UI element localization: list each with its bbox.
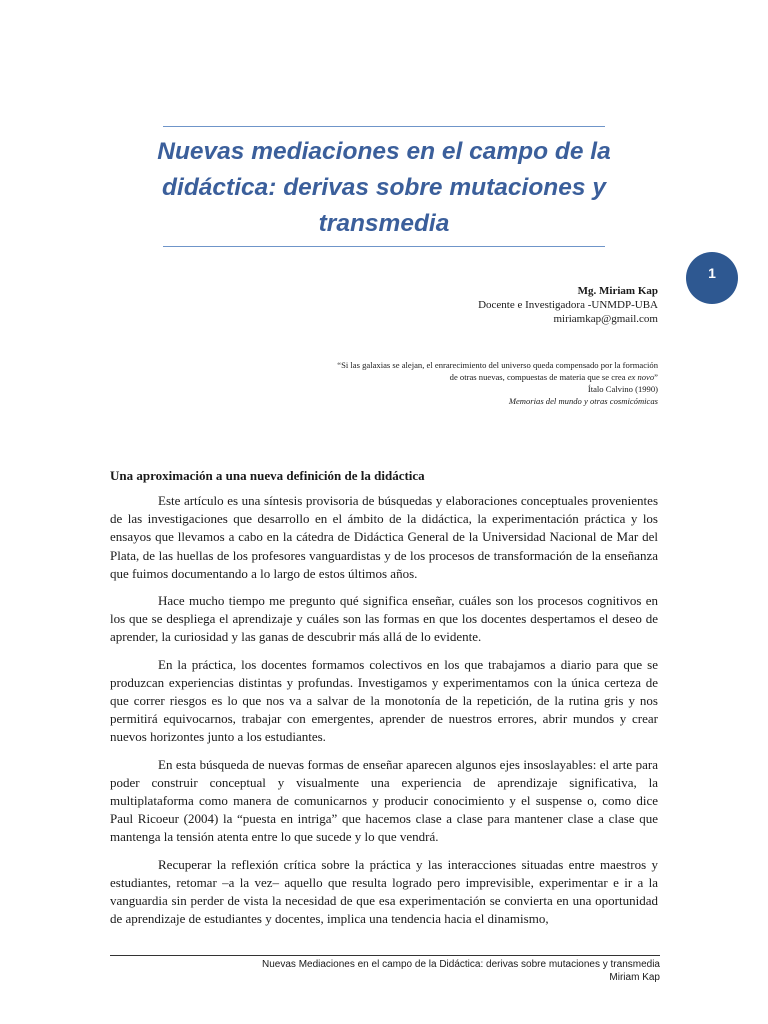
section-heading: Una aproximación a una nueva definición de la didáctica — [110, 468, 425, 483]
epigraph-quote-text: “Si las galaxias se alejan, el enrarecimiento del universo queda compensado por la formación de otras nuevas, compuestas de materia que se crea — [337, 360, 658, 382]
author-affiliation: Docente e Investigadora -UNMDP-UBA — [478, 299, 658, 311]
paragraph: Hace mucho tiempo me pregunto qué significa enseñar, cuáles son los procesos cognitivos en los que se despliega el aprendizaje y cuáles son las formas en que los docentes despertamos el deseo de aprender, la curiosidad y las ganas de descubrir más allá de lo evidente. — [110, 593, 658, 645]
epigraph-source: Ítalo Calvino (1990) — [587, 384, 658, 394]
paragraph: Este artículo es una síntesis provisoria de búsquedas y elaboraciones conceptuales provenientes de las investigaciones que desarrollo en el ámbito de la didáctica, la experimentación práctica y los ensayos que llevamos a cabo en la cátedra de Didáctica General de la Universidad Nacional de Mar del Plata, de las huellas de los profesores vanguardistas y de los procesos de transformación de la enseñanza que fuimos documentando a lo largo de estos últimos años. — [110, 493, 658, 581]
epigraph-quote — [328, 359, 658, 383]
footer-rule — [110, 955, 660, 956]
epigraph-quote-close: ” — [654, 372, 658, 382]
title-bottom-rule — [163, 246, 605, 247]
epigraph-work — [328, 395, 658, 407]
footer-author: Miriam Kap — [609, 972, 660, 983]
author-name: Mg. Miriam Kap — [577, 285, 658, 297]
body-text — [110, 492, 658, 937]
paragraph: Recuperar la reflexión crítica sobre la práctica y las interacciones situadas entre maestros y estudiantes, retomar –a la vez– aquello que resulta logrado pero imprevisible, experimentar e ir a la vanguardia sin perder de vista la necesidad de que esa experimentación se convierta en una oportunidad de aprendizaje de estudiantes y docentes, implica una tendencia hacia el dinamismo, — [110, 856, 658, 927]
title-top-rule — [163, 126, 605, 127]
paragraph: En la práctica, los docentes formamos colectivos en los que trabajamos a diario para que se produzcan experiencias distintas y profundas. Investigamos y experimentamos con la única certeza de que correr riesgos es lo que nos va a salvar de la monotonía de la repetición, de la rutina gris y nos permitirá equivocarnos, trabajar con emergentes, aprender de nuestros errores, abrir mundos y crear nuevos horizontes junto a los estudiantes. — [110, 656, 658, 745]
author-email: miriamkap@gmail.com — [553, 313, 658, 325]
epigraph-quote-italic: ex novo — [627, 372, 655, 382]
page-number-badge: 1 — [686, 252, 738, 304]
document-title: Nuevas mediaciones en el campo de la didáctica: derivas sobre mutaciones y transmedia — [157, 138, 611, 237]
epigraph-work-title: Memorias del mundo y otras cosmicómicas — [508, 396, 658, 406]
footer-title: Nuevas Mediaciones en el campo de la Didáctica: derivas sobre mutaciones y transmedia — [262, 959, 660, 970]
author-block — [478, 284, 658, 326]
epigraph — [328, 359, 658, 407]
paragraph: En esta búsqueda de nuevas formas de enseñar aparecen algunos ejes insoslayables: el arte para poder construir conceptual y visualmente una experiencia de aprendizaje significativa, la multiplataforma como manera de comunicarnos y producir conocimiento y el suspense o, como dice Paul Ricoeur (2004) la “puesta en intriga” que hacemos clase a clase para mantener clase a clase que mantenga la tensión atenta entre lo que sucede y lo que vendrá. — [110, 756, 658, 845]
page-footer — [262, 958, 660, 984]
